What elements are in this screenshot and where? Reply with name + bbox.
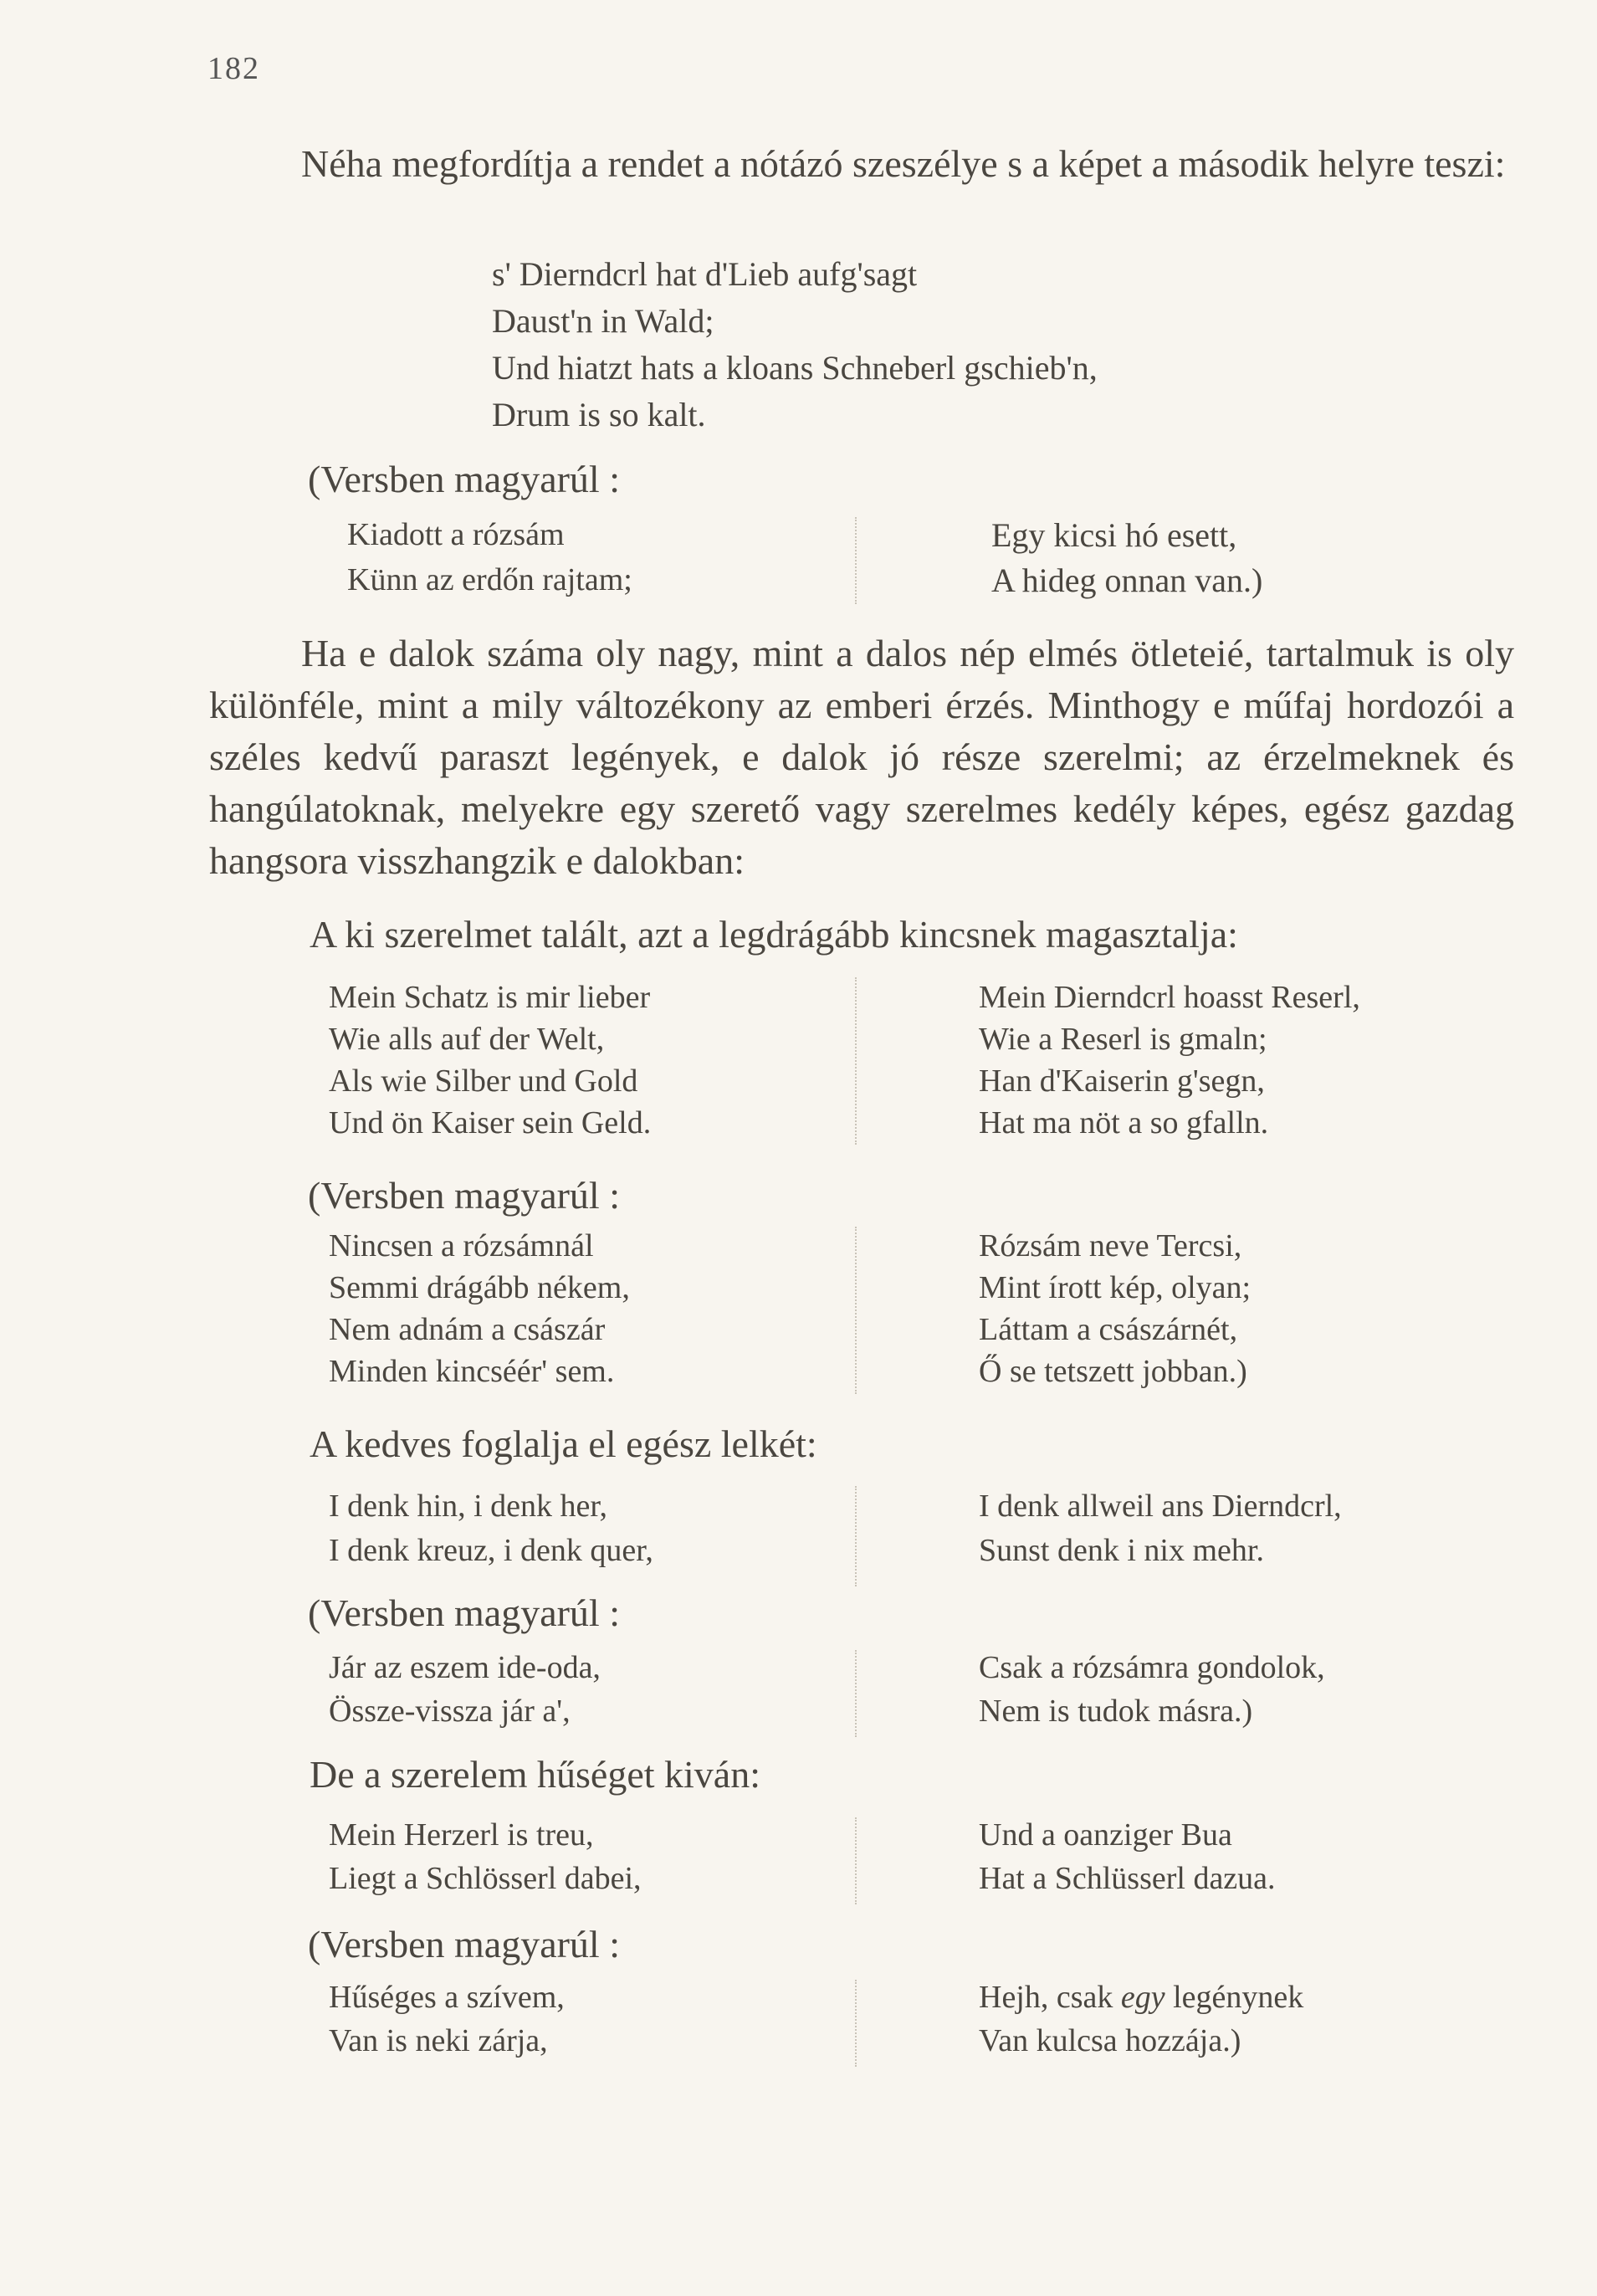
verse2-left-2: Wie alls auf der Welt,: [329, 1022, 605, 1057]
trans4-right-1-emphasis: egy: [1120, 1980, 1165, 2015]
trans3-right-2: Nem is tudok másra.): [979, 1694, 1253, 1729]
brace-divider: [855, 1817, 865, 1904]
translation-heading-1: (Versben magyarúl :: [308, 458, 620, 500]
trans4-left-1: Hűséges a szívem,: [329, 1980, 565, 2015]
verse4-left-1: Mein Herzerl is treu,: [329, 1817, 594, 1853]
verse2-right-3: Han d'Kaiserin g'segn,: [979, 1063, 1265, 1099]
brace-divider: [855, 1980, 865, 2067]
trans3-left-1: Jár az eszem ide-oda,: [329, 1650, 601, 1685]
verse2-left-1: Mein Schatz is mir lieber: [329, 980, 651, 1015]
trans2-right-1: Rózsám neve Tercsi,: [979, 1228, 1242, 1263]
translation-heading-4: (Versben magyarúl :: [308, 1923, 620, 1965]
trans3-left-2: Össze-vissza jár a',: [329, 1694, 571, 1729]
trans4-right-2: Van kulcsa hozzája.): [979, 2023, 1241, 2058]
verse1-line-4: Drum is so kalt.: [492, 396, 706, 433]
verse4-right-2: Hat a Schlüsserl dazua.: [979, 1861, 1276, 1896]
trans2-left-2: Semmi drágább nékem,: [329, 1270, 630, 1305]
translation-heading-2: (Versben magyarúl :: [308, 1174, 620, 1217]
verse1-line-1: s' Dierndcrl hat d'Lieb aufg'sagt: [492, 255, 918, 293]
verse3-right-2: Sunst denk i nix mehr.: [979, 1533, 1264, 1568]
intro-paragraph: Néha megfordítja a rendet a nótázó szeszélye s a képet a második helyre teszi:: [301, 142, 1506, 185]
verse2-right-4: Hat ma nöt a so gfalln.: [979, 1105, 1269, 1140]
trans4-right-1: [979, 1975, 1303, 2020]
verse3-left-1: I denk hin, i denk her,: [329, 1489, 608, 1524]
trans2-left-3: Nem adnám a császár: [329, 1312, 606, 1347]
trans1-left-1: Kiadott a rózsám: [347, 517, 565, 552]
trans1-left-2: Künn az erdőn rajtam;: [347, 562, 632, 597]
verse3-left-2: I denk kreuz, i denk quer,: [329, 1533, 653, 1568]
verse1-line-3: Und hiatzt hats a kloans Schneberl gschieb'n,: [492, 349, 1098, 387]
verse2-left-3: Als wie Silber und Gold: [329, 1063, 638, 1099]
verse1-line-2: Daust'n in Wald;: [492, 302, 714, 340]
verse2-right-1: Mein Dierndcrl hoasst Reserl,: [979, 980, 1360, 1015]
brace-divider: [855, 1650, 865, 1737]
trans1-right-2: A hideg onnan van.): [991, 561, 1263, 599]
verse3-right-1: I denk allweil ans Dierndcrl,: [979, 1489, 1342, 1524]
verse4-left-2: Liegt a Schlösserl dabei,: [329, 1861, 642, 1896]
verse4-right-1: Und a oanziger Bua: [979, 1817, 1232, 1853]
brace-divider: [855, 1227, 865, 1394]
trans1-right-1: Egy kicsi hó esett,: [991, 516, 1237, 554]
trans4-right-1-end: legénynek: [1164, 1980, 1304, 2015]
trans4-right-1-start: Hejh, csak: [979, 1980, 1121, 2015]
intro-line-a: A ki szerelmet talált, azt a legdrágább kincsnek magasztalja:: [310, 913, 1238, 956]
brace-divider: [855, 517, 865, 604]
trans4-left-2: Van is neki zárja,: [329, 2023, 548, 2058]
translation-heading-3: (Versben magyarúl :: [308, 1591, 620, 1634]
verse2-left-4: Und ön Kaiser sein Geld.: [329, 1105, 652, 1140]
brace-divider: [855, 977, 865, 1145]
body-paragraph: Ha e dalok száma oly nagy, mint a dalos nép elmés ötleteié, tartalmuk is oly különféle, mint a mily változékony az emberi érzés. Minthogy e műfaj hordozói a széles kedvű paraszt legények, e dalok jó része szerelmi; az érzelmeknek és hangúlatoknak, melyekre egy szerető vagy szerelmes kedély képes, egész gazdag hangsora visszhangzik e dalokban:: [209, 632, 1514, 882]
intro-line-c: De a szerelem hűséget kiván:: [310, 1753, 760, 1796]
page-number: 182: [207, 51, 260, 86]
trans2-left-1: Nincsen a rózsámnál: [329, 1228, 594, 1263]
trans2-left-4: Minden kincséér' sem.: [329, 1354, 615, 1389]
trans2-right-2: Mint írott kép, olyan;: [979, 1270, 1251, 1305]
trans3-right-1: Csak a rózsámra gondolok,: [979, 1650, 1325, 1685]
trans2-right-4: Ő se tetszett jobban.): [979, 1354, 1247, 1389]
trans2-right-3: Láttam a császárnét,: [979, 1312, 1238, 1347]
brace-divider: [855, 1486, 865, 1586]
verse2-right-2: Wie a Reserl is gmaln;: [979, 1022, 1267, 1057]
intro-line-b: A kedves foglalja el egész lelkét:: [310, 1422, 817, 1465]
